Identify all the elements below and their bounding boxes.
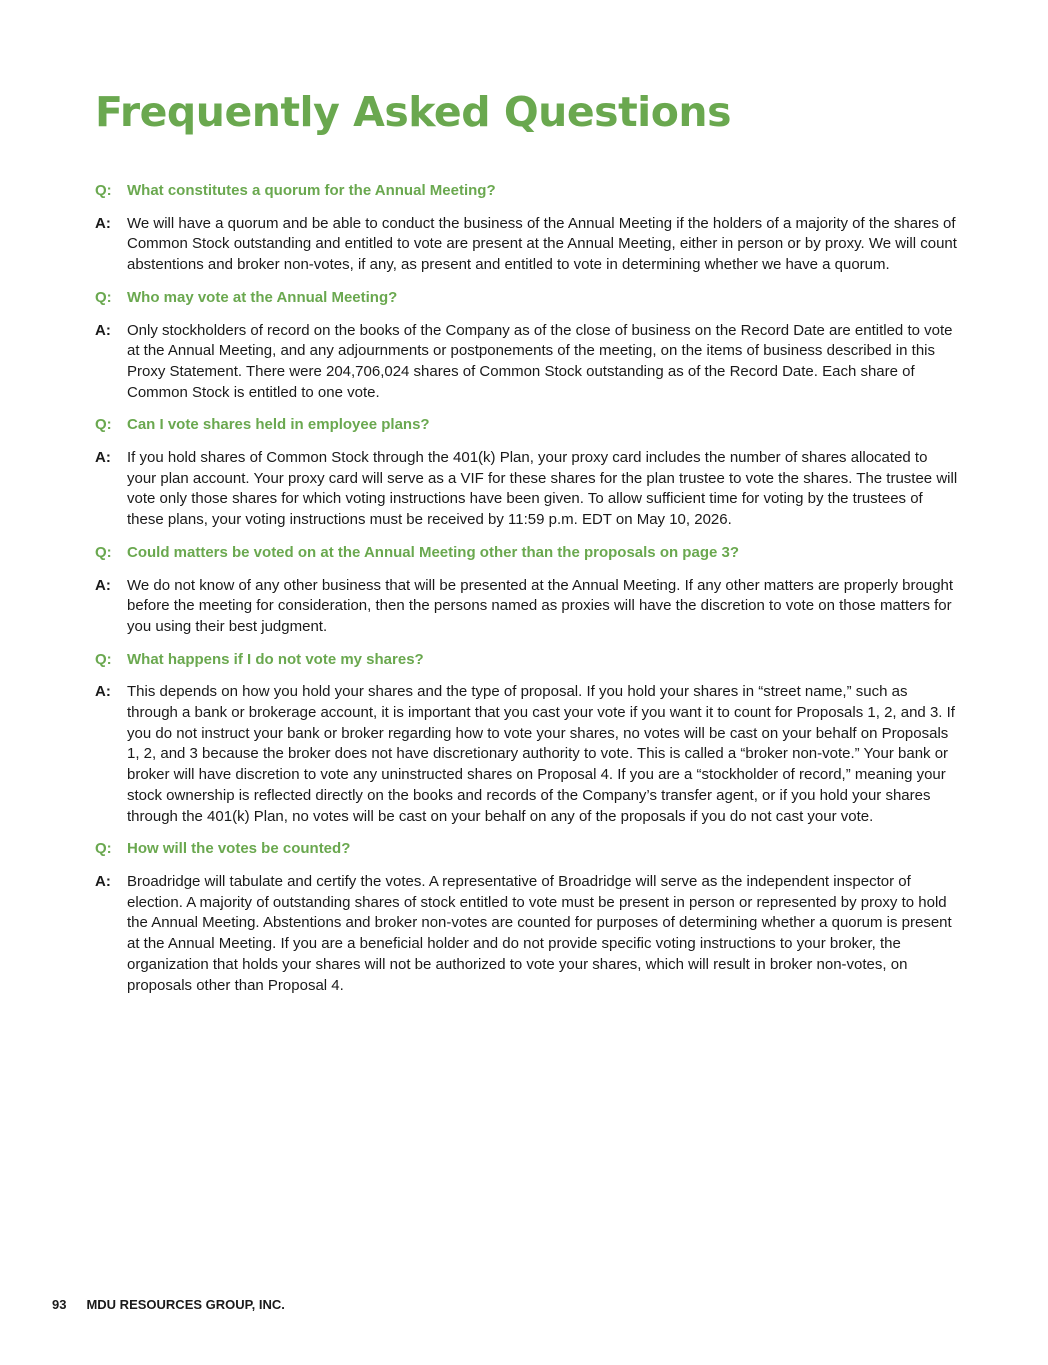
faq-question <box>95 839 960 860</box>
faq-item <box>95 543 960 638</box>
answer-prefix: A: <box>95 683 111 701</box>
faq-question <box>95 288 960 309</box>
answer-text: We do not know of any other business that will be presented at the Annual Meeting. If any other matters are properly brought before the meeting for consideration, then the persons named as proxies will have the discretion to vote on those matters for you using their best judgment. <box>127 576 954 635</box>
faq-item <box>95 181 960 276</box>
question-prefix: Q: <box>95 840 112 858</box>
answer-prefix: A: <box>95 321 111 339</box>
faq-answer <box>95 872 960 996</box>
question-text: Could matters be voted on at the Annual Meeting other than the proposals on page 3? <box>127 543 739 561</box>
answer-prefix: A: <box>95 872 111 890</box>
question-text: What constitutes a quorum for the Annual Meeting? <box>127 182 496 199</box>
question-text: Who may vote at the Annual Meeting? <box>127 288 398 306</box>
company-name: MDU RESOURCES GROUP, INC. <box>86 1297 285 1312</box>
answer-text: Only stockholders of record on the books of the Company as of the close of business on the Record Date are entitled to vote at the Annual Meeting, and any adjournments or postponements of the meeting, on the items of business described in this Proxy Statement. There were 204,706,024 shares of Common Stock outstanding as of the Record Date. Each share of Common Stock is entitled to one vote. <box>127 321 953 401</box>
question-prefix: Q: <box>95 416 112 434</box>
faq-answer <box>95 214 960 276</box>
answer-prefix: A: <box>95 449 111 467</box>
faq-list <box>95 181 960 1008</box>
faq-item <box>95 839 960 996</box>
answer-text: This depends on how you hold your shares and the type of proposal. If you hold your shares in “street name,” such as through a bank or brokerage account, it is important that you cast your vote if you want it to count for Proposals 1, 2, and 3. If you do not instruct your bank or broker regarding how to vote your shares, no votes will be cast on your behalf on Proposals 1, 2, and 3 because the broker does not have discretionary authority to vote. This is called a “broker non-vote.” Your bank or broker will have discretion to vote any uninstructed shares on Proposal 4. If you are a “stockholder of record,” meaning your stock ownership is reflected directly on the books and records of the Company’s transfer agent, or if you hold your shares through the 401(k) Plan, no votes will be cast on your behalf on any of the proposals if you do not cast your vote. <box>127 683 955 825</box>
faq-item <box>95 415 960 531</box>
answer-text: We will have a quorum and be able to conduct the business of the Annual Meeting if the holders of a majority of the shares of Common Stock outstanding and entitled to vote are present at the Annual Meeting, either in person or by proxy. We will count abstentions and broker non-votes, if any, as present and entitled to vote in determining whether we have a quorum. <box>127 214 957 274</box>
question-prefix: Q: <box>95 288 112 306</box>
faq-question <box>95 181 960 202</box>
question-prefix: Q: <box>95 543 112 561</box>
answer-text: If you hold shares of Common Stock through the 401(k) Plan, your proxy card includes the number of shares allocated to your plan account. Your proxy card will serve as a VIF for these shares for the plan trustee to vote the shares. The trustee will vote only those shares for which voting instructions have been given. To allow sufficient time for voting by the trustees of these plans, your voting instructions must be received by 11:59 p.m. EDT on May 10, 2026. <box>127 449 958 529</box>
faq-question <box>95 543 960 564</box>
faq-answer <box>95 448 960 531</box>
question-text: How will the votes be counted? <box>127 840 351 858</box>
faq-answer <box>95 321 960 404</box>
question-text: What happens if I do not vote my shares? <box>127 650 424 668</box>
question-text: Can I vote shares held in employee plans? <box>127 416 430 434</box>
faq-question <box>95 650 960 671</box>
question-prefix: Q: <box>95 182 112 199</box>
faq-answer <box>95 576 960 638</box>
question-prefix: Q: <box>95 650 112 668</box>
faq-answer <box>95 682 960 827</box>
faq-item <box>95 650 960 828</box>
page-footer <box>52 1297 285 1312</box>
page-number: 93 <box>52 1297 67 1312</box>
faq-item <box>95 288 960 404</box>
page-title: Frequently Asked Questions <box>95 88 731 136</box>
answer-text: Broadridge will tabulate and certify the votes. A representative of Broadridge will serve as the independent inspector of election. A majority of outstanding shares of stock entitled to vote must be present in person or represented by proxy to hold the Annual Meeting. Abstentions and broker non-votes are counted for purposes of determining whether a quorum is present at the Annual Meeting. If you are a beneficial holder and do not provide specific voting instructions to your broker, the organization that holds your shares will not be authorized to vote your shares, which will result in broker non-votes, on proposals other than Proposal 4. <box>127 872 952 994</box>
answer-prefix: A: <box>95 214 111 232</box>
answer-prefix: A: <box>95 576 111 594</box>
faq-question <box>95 415 960 436</box>
